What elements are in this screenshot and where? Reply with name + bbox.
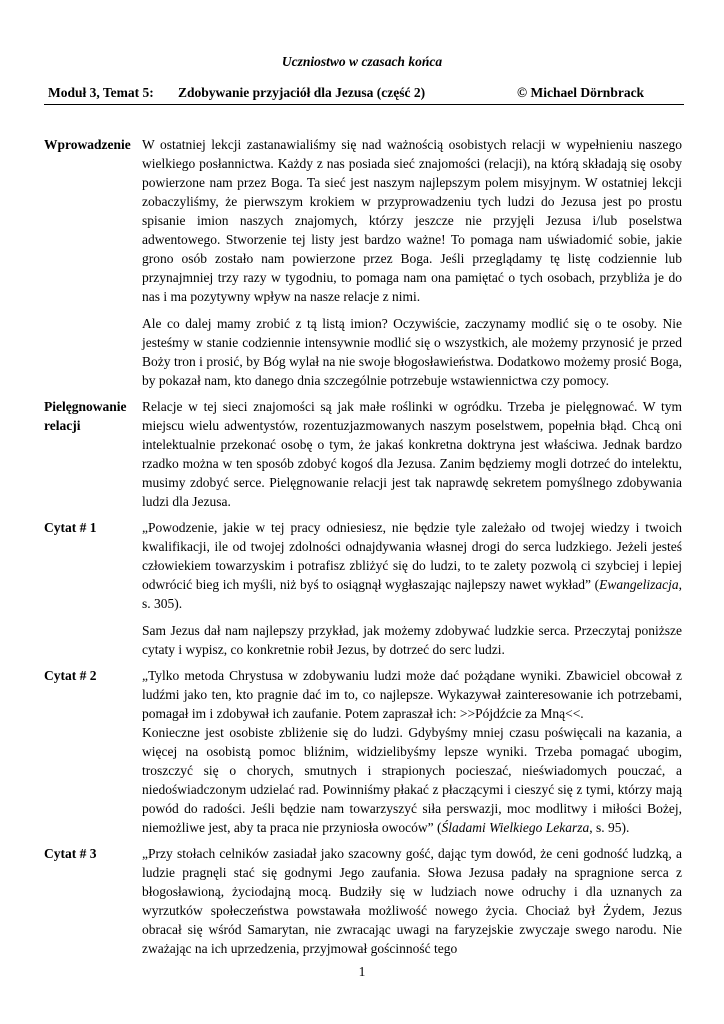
section-quote-1 <box>0 518 724 659</box>
section-quote-2 <box>0 666 724 837</box>
section-label: Cytat # 2 <box>44 668 97 683</box>
quote-text: Konieczne jest osobiste zbliżenie się do ludzi. Gdybyśmy mniej czasu poświęcali na kazania, a więcej na osobistą pomoc bliźnim, widzielibyśmy lepsze wyniki. Trzeba pomagać ubogim, troszczyć się o chorych, smutnych i strapionych pocieszać, nieświadomych pouczać, a niedoświadczonym udzielać rad. Powinniśmy płakać z płaczącymi i cieszyć się z tymi, którzy mają powód do radości. Jeśli będzie nam towarzyszyć siła perswazji, moc modlitwy i miłości Bożej, niemożliwe jest, aby ta praca nie przyniosła owoców” ( <box>142 725 682 835</box>
paragraph: Relacje w tej sieci znajomości są jak małe roślinki w ogródku. Trzeba je pielęgnować. W tym miejscu wielu adwentystów, rozentuzjazmowanych naszym poselstwem, popełnia błąd. Chcą oni intelektualnie przekonać osobę o tym, że jakaś konkretna doktryna jest właściwa. Jednak bardzo rzadko można w ten sposób zdobyć kogoś dla Jezusa. Zanim będziemy mogli dotrzeć do intelektu, musimy zdobyć serce. Pielęgnowanie relacji jest tak naprawdę sekretem pomyślnego zdobywania ludzi dla Jezusa. <box>142 399 682 509</box>
section-label: Wprowadzenie <box>44 137 131 152</box>
section-care <box>0 397 724 511</box>
paragraph: Sam Jezus dał nam najlepszy przykład, jak możemy zdobywać ludzkie serca. Przeczytaj poniższe cytaty i wypisz, co konkretnie robił Jezus, by dotrzeć do serc ludzi. <box>142 623 682 657</box>
quote-source: Ewangelizacja <box>599 577 679 592</box>
document-header <box>44 85 684 103</box>
series-title: Uczniostwo w czasach końca <box>281 54 443 69</box>
quote-text: „Powodzenie, jakie w tej pracy odniesiesz, nie będzie tyle zależało od twojej wiedzy i twoich kwalifikacji, ile od twojej zdolności odnajdywania własnej drogi do serca ludzkiego. Jeżeli jesteś człowiekiem towarzyskim i potrafisz zbliżyć się do ludzi, to te zalety pozwolą ci szybciej i lepiej odwrócić bieg ich myśli, niż byś to osiągnął wygłaszając najlepszy nawet wykład” ( <box>142 520 682 592</box>
page-number: 1 <box>358 964 366 979</box>
section-label: Pielęgnowanie relacji <box>44 399 127 433</box>
topic-title: Zdobywanie przyjaciół dla Jezusa (część 2) <box>178 85 426 100</box>
section-label: Cytat # 3 <box>44 846 97 861</box>
quote-paragraph <box>142 518 682 613</box>
quote-paragraph: „Przy stołach celników zasiadał jako szacowny gość, dając tym dowód, że ceni godność ludzką, a ludzie pragnęli stać się godnymi Jego zaufania. Słowa Jezusa padały na spragnione serca z błogosławioną, życiodajną mocą. Budziły się w ludziach nowe odruchy i dla uznanych za wyrzutków społeczeństwa powstawała możliwość nowego życia. Chociaż był Żydem, Jezus obracał się wśród Samarytan, nie zwracając uwagi na faryzejskie zwyczaje swego narodu. Nie zważając na ich uprzedzenia, przyjmował gościnność tego <box>142 846 682 956</box>
quote-reference: , s. 95). <box>589 820 630 835</box>
module-label: Moduł 3, Temat 5: <box>48 85 154 100</box>
author-copyright: © Michael Dörnbrack <box>517 85 645 100</box>
quote-reference: , s. 305). <box>142 577 682 611</box>
section-label: Cytat # 1 <box>44 520 97 535</box>
quote-paragraph: „Tylko metoda Chrystusa w zdobywaniu ludzi może dać pożądane wyniki. Zbawiciel obcował z ludźmi jako ten, kto pragnie dać im to, co najlepsze. Wykazywał zainteresowanie ich potrzebami, pomagał im i zdobywał ich zaufanie. Potem zapraszał ich: >>Pójdźcie za Mną<<. <box>142 668 682 721</box>
paragraph: W ostatniej lekcji zastanawialiśmy się nad ważnością osobistych relacji w wypełnieniu naszego wielkiego posłannictwa. Każdy z nas posiada sieć znajomości (relacji), na którą składają się osoby powierzone nam przez Boga. Ta sieć jest naszym najlepszym polem misyjnym. W ostatniej lekcji zobaczyliśmy, że pierwszym krokiem w przyprowadzeniu tych ludzi do Jezusa jest po prostu spisanie imion naszych znajomych, którzy jeszcze nie przyjęli Jezusa i/lub poselstwa adwentowego. Stworzenie tej listy jest bardzo ważne! To pomaga nam uświadomić sobie, jakie grono osób zostało nam powierzone przez Boga. Jeśli przeglądamy tę listę codziennie lub przynajmniej trzy razy w tygodniu, to pomaga nam ona pamiętać o tych osobach, przybliża je do nas i ma pozytywny wpływ na nasze relacje z nimi. <box>142 137 682 304</box>
section-intro <box>0 135 724 390</box>
document-body <box>0 135 724 958</box>
section-quote-3 <box>0 844 724 958</box>
paragraph: Ale co dalej mamy zrobić z tą listą imion? Oczywiście, zaczynamy modlić się o te osoby. Nie jesteśmy w stanie codziennie intensywnie modlić się o wszystkich, ale możemy przynosić je przed Boży tron i prosić, by Bóg wylał na nie swoje błogosławieństwa. Dodatkowo możemy prosić Boga, by pokazał nam, kto danego dnia szczególnie potrzebuje wstawiennictwa czy pomocy. <box>142 316 682 388</box>
header-divider <box>44 104 684 105</box>
quote-source: Śladami Wielkiego Lekarza <box>441 820 590 835</box>
quote-paragraph <box>142 723 682 837</box>
